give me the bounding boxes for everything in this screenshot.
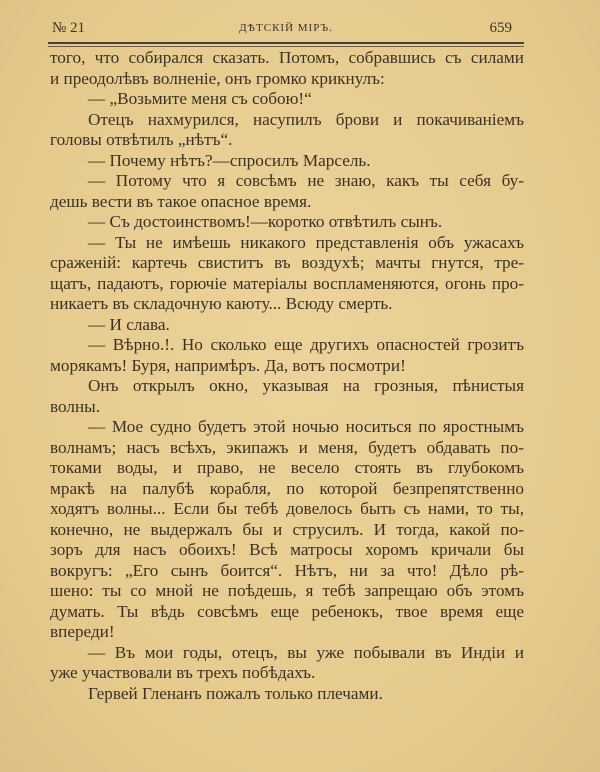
journal-title: ДѢТСКІЙ МІРЪ.	[239, 22, 333, 34]
text-line: — И слава.	[88, 314, 170, 334]
text-line: щатъ, падаютъ, горючіе матеріалы воспламеняются, огонь про-	[50, 273, 524, 293]
text-line: шено: ты со мной не поѣдешь, я тебѣ запрещаю объ этомъ	[50, 581, 524, 600]
text-line: конечно, не выдержалъ бы и струсилъ. И тогда, какой по-	[50, 519, 524, 539]
text-line: токами воды, и право, не весело стоять въ глубокомъ	[50, 458, 524, 477]
running-header	[48, 20, 524, 40]
text-line: того, что собирался сказать. Потомъ, собравшись съ силами	[50, 48, 524, 67]
text-line: мракѣ на палубѣ корабля, по которой безпрепятственно	[50, 478, 524, 498]
text-line: думать. Ты вѣдь совсѣмъ еще ребенокъ, твое время еще	[50, 601, 524, 621]
text-line: дешь вести въ такое опасное время.	[50, 191, 312, 211]
text-line: и преодолѣвъ волненіе, онъ громко крикнулъ:	[50, 68, 385, 88]
header-rule-thin	[48, 46, 524, 47]
text-line: головы отвѣтилъ „нѣтъ“.	[50, 130, 233, 149]
page-number: 659	[489, 20, 512, 36]
text-line: — Ты не имѣешь никакого представленія объ ужасахъ	[88, 232, 524, 252]
text-line: впереди!	[50, 622, 115, 641]
text-line: волнамъ; насъ всѣхъ, экипажъ и меня, будетъ обдавать по-	[50, 437, 524, 457]
text-line: — Почему нѣтъ?—спросилъ Марсель.	[88, 150, 371, 170]
text-line: уже участвовали въ трехъ побѣдахъ.	[50, 663, 316, 682]
body-text	[50, 48, 524, 704]
text-line: морякамъ! Буря, напримѣръ. Да, вотъ посмотри!	[50, 355, 406, 375]
text-line: вокругъ: „Его сынъ боится“. Нѣтъ, ни за что! Дѣло рѣ-	[50, 560, 524, 580]
text-line: — Мое судно будетъ этой ночью носиться по яростнымъ	[88, 417, 524, 436]
text-line: никаетъ въ складочную каюту... Всюду смерть.	[50, 294, 393, 313]
text-line: сраженій: картечь свиститъ въ воздухѣ; мачты гнутся, тре-	[50, 253, 524, 272]
text-line: волны.	[50, 396, 100, 416]
text-line: — Въ мои годы, отецъ, вы уже побывали въ Индіи и	[88, 642, 524, 662]
text-line: — Потому что я совсѣмъ не знаю, какъ ты себя бу-	[88, 171, 524, 190]
text-line: — Съ достоинствомъ!—коротко отвѣтилъ сынъ.	[88, 212, 443, 231]
header-rule	[48, 42, 524, 44]
text-line: Онъ открылъ окно, указывая на грозныя, пѣнистыя	[88, 376, 524, 395]
text-line: Гервей Гленанъ пожалъ только плечами.	[88, 683, 383, 703]
text-line: — Вѣрно.!. Но сколько еще другихъ опасностей грозитъ	[88, 335, 524, 354]
text-line: зоръ для насъ обоихъ! Всѣ матросы хоромъ кричали бы	[50, 540, 524, 559]
text-line: Отецъ нахмурился, насупилъ брови и покачиваніемъ	[88, 109, 524, 129]
text-line: ходятъ волны... Если бы тебѣ довелось быть съ нами, то ты,	[50, 499, 524, 518]
issue-number: № 21	[52, 20, 86, 36]
text-line: — „Возьмите меня съ собою!“	[88, 89, 312, 108]
